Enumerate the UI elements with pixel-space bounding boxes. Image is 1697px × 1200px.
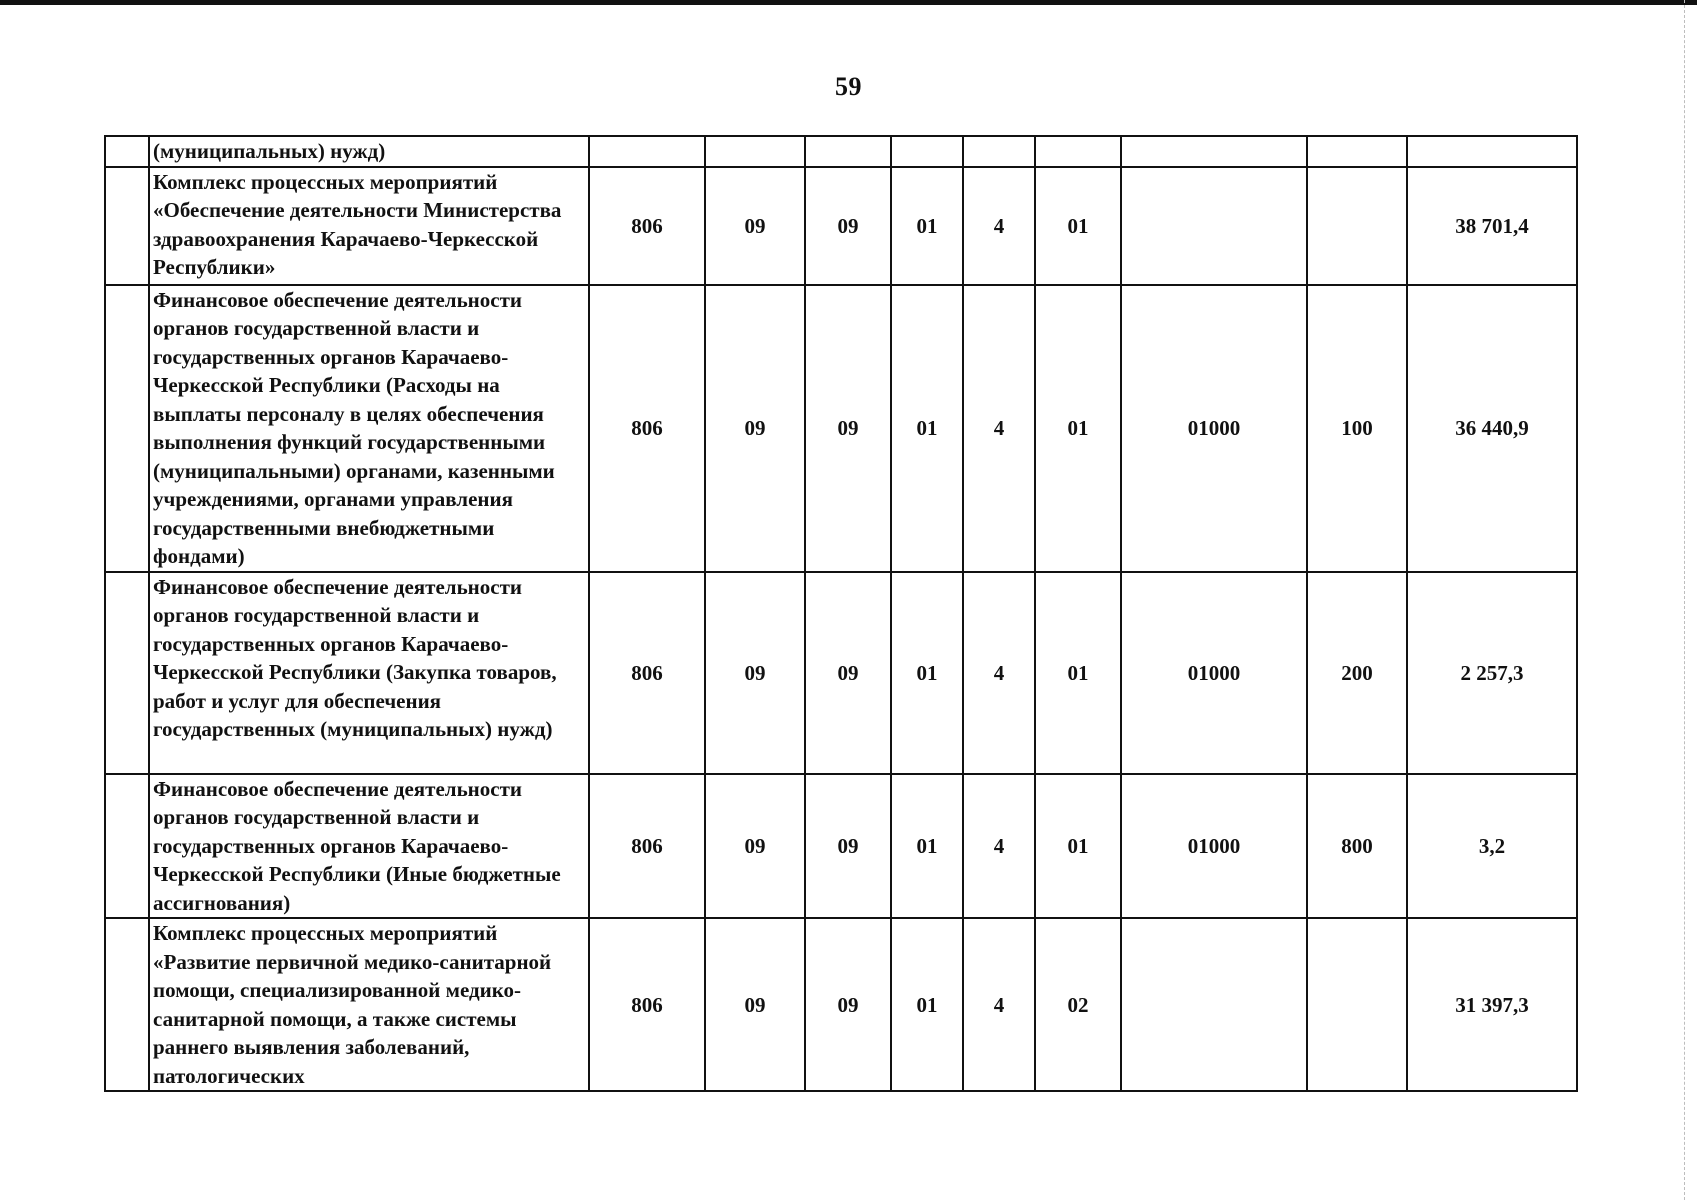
code-cell-ministry: 806 [589, 285, 705, 572]
code-cell-program [891, 136, 963, 167]
code-cell-subsection: 09 [805, 572, 891, 774]
code-cell-type: 4 [963, 285, 1035, 572]
code-cell-section: 09 [705, 572, 805, 774]
code-cell-expense-type [1307, 918, 1407, 1091]
index-cell [105, 774, 149, 919]
scan-right-edge [1684, 0, 1685, 1200]
code-cell-structure: 01 [1035, 572, 1121, 774]
item-name-cell: Финансовое обеспечение деятельности органов государственной власти и государственных органов Карачаево-Черкесской Республики (Расходы на выплаты персоналу в целях обеспечения выполнения функций государственными (муниципальными) органами, казенными учреждениями, органами управления государственными внебюджетными фондами) [149, 285, 589, 572]
table-row [105, 774, 1577, 919]
code-cell-expense-type: 800 [1307, 774, 1407, 919]
index-cell [105, 918, 149, 1091]
amount-cell: 38 701,4 [1407, 167, 1577, 285]
code-cell-section: 09 [705, 167, 805, 285]
code-cell-program: 01 [891, 167, 963, 285]
amount-cell: 31 397,3 [1407, 918, 1577, 1091]
item-name-cell: Комплекс процессных мероприятий «Развитие первичной медико-санитарной помощи, специализированной медико-санитарной помощи, а также системы раннего выявления заболеваний, патологических [149, 918, 589, 1091]
code-cell-type: 4 [963, 918, 1035, 1091]
code-cell-subsection: 09 [805, 167, 891, 285]
code-cell-subsection: 09 [805, 285, 891, 572]
code-cell-structure [1035, 136, 1121, 167]
code-cell-program: 01 [891, 774, 963, 919]
code-cell-type [963, 136, 1035, 167]
index-cell [105, 167, 149, 285]
code-cell-section: 09 [705, 774, 805, 919]
code-cell-program: 01 [891, 572, 963, 774]
code-cell-direction [1121, 167, 1307, 285]
code-cell-ministry: 806 [589, 918, 705, 1091]
code-cell-program: 01 [891, 918, 963, 1091]
code-cell-section [705, 136, 805, 167]
code-cell-expense-type [1307, 136, 1407, 167]
code-cell-ministry: 806 [589, 167, 705, 285]
code-cell-structure: 02 [1035, 918, 1121, 1091]
code-cell-structure: 01 [1035, 167, 1121, 285]
table-row [105, 285, 1577, 572]
code-cell-expense-type: 200 [1307, 572, 1407, 774]
amount-cell: 36 440,9 [1407, 285, 1577, 572]
code-cell-direction [1121, 136, 1307, 167]
code-cell-structure: 01 [1035, 774, 1121, 919]
code-cell-type: 4 [963, 774, 1035, 919]
table-row [105, 918, 1577, 1091]
table-row [105, 136, 1577, 167]
code-cell-direction: 01000 [1121, 774, 1307, 919]
table-row [105, 167, 1577, 285]
item-name-cell: (муниципальных) нужд) [149, 136, 589, 167]
code-cell-direction: 01000 [1121, 572, 1307, 774]
table-row [105, 572, 1577, 774]
index-cell [105, 285, 149, 572]
code-cell-ministry: 806 [589, 572, 705, 774]
code-cell-type: 4 [963, 572, 1035, 774]
code-cell-direction [1121, 918, 1307, 1091]
code-cell-expense-type [1307, 167, 1407, 285]
index-cell [105, 572, 149, 774]
code-cell-section: 09 [705, 918, 805, 1091]
code-cell-subsection: 09 [805, 918, 891, 1091]
code-cell-section: 09 [705, 285, 805, 572]
amount-cell: 3,2 [1407, 774, 1577, 919]
amount-cell [1407, 136, 1577, 167]
amount-cell: 2 257,3 [1407, 572, 1577, 774]
item-name-cell: Финансовое обеспечение деятельности органов государственной власти и государственных органов Карачаево-Черкесской Республики (Закупка товаров, работ и услуг для обеспечения государственных (муниципальных) нужд) [149, 572, 589, 774]
code-cell-ministry [589, 136, 705, 167]
code-cell-subsection: 09 [805, 774, 891, 919]
item-name-cell: Комплекс процессных мероприятий «Обеспечение деятельности Министерства здравоохранения Карачаево-Черкесской Республики» [149, 167, 589, 285]
code-cell-type: 4 [963, 167, 1035, 285]
code-cell-ministry: 806 [589, 774, 705, 919]
budget-table [104, 135, 1578, 1092]
page-number: 59 [835, 72, 862, 101]
item-name-cell: Финансовое обеспечение деятельности органов государственной власти и государственных органов Карачаево-Черкесской Республики (Иные бюджетные ассигнования) [149, 774, 589, 919]
index-cell [105, 136, 149, 167]
scan-top-border [0, 0, 1697, 5]
code-cell-program: 01 [891, 285, 963, 572]
code-cell-expense-type: 100 [1307, 285, 1407, 572]
code-cell-structure: 01 [1035, 285, 1121, 572]
code-cell-subsection [805, 136, 891, 167]
code-cell-direction: 01000 [1121, 285, 1307, 572]
